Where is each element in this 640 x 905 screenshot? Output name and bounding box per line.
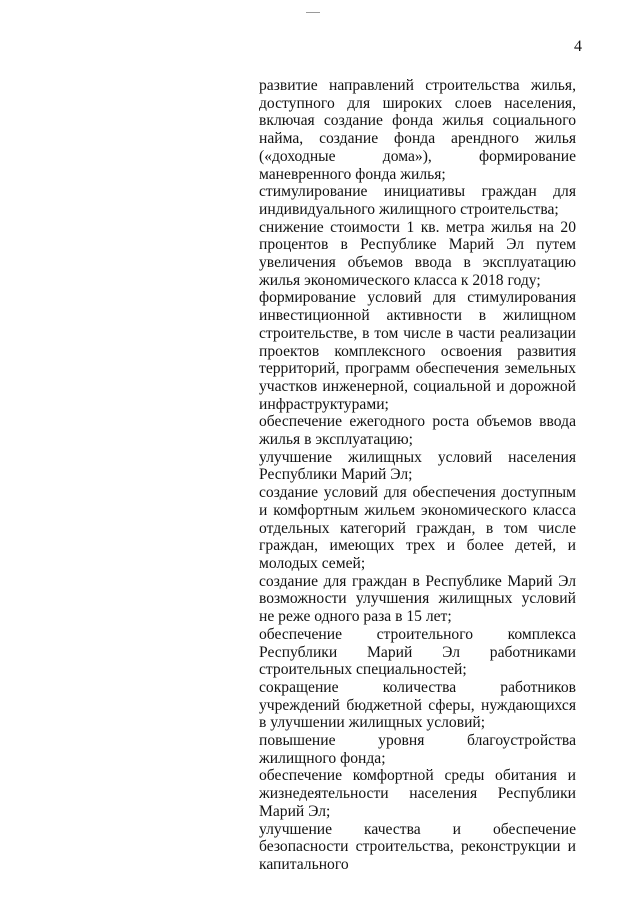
paragraph: повышение уровня благоустройства жилищного фонда; — [259, 732, 576, 767]
paragraph: улучшение жилищных условий населения Республики Марий Эл; — [259, 448, 576, 484]
paragraph: создание для граждан в Республике Марий Эл возможности улучшения жилищных условий не реже одного раза в 15 лет; — [259, 572, 576, 626]
paragraph: стимулирование инициативы граждан для индивидуального жилищного строительства; — [259, 183, 576, 218]
paragraph: обеспечение комфортной среды обитания и жизнедеятельности населения Республики Марий Эл; — [259, 767, 576, 820]
scan-artifact-mark — [306, 12, 320, 13]
paragraph: формирование условий для стимулирования инвестиционной активности в жилищном строительстве, в том числе в части реализации проектов комплексного освоения развития территорий, программ обеспечения земельных участков инженерной, социальной и дорожной инфраструктурами; — [259, 289, 576, 413]
page-number: 4 — [574, 38, 582, 55]
paragraph: создание условий для обеспечения доступным и комфортным жильем экономического класса отдельных категорий граждан, в том числе граждан, имеющих трех и более детей, и молодых семей; — [259, 484, 576, 572]
document-body — [259, 77, 576, 874]
paragraph: улучшение качества и обеспечение безопасности строительства, реконструкции и капитального — [259, 820, 576, 873]
paragraph: развитие направлений строительства жилья, доступного для широких слоев населения, включая создание фонда жилья социального найма, создание фонда арендного жилья («доходные дома»), формирование маневренного фонда жилья; — [259, 77, 576, 183]
paragraph: обеспечение ежегодного роста объемов ввода жилья в эксплуатацию; — [259, 413, 576, 449]
paragraph: обеспечение строительного комплекса Республики Марий Эл работниками строительных специальностей; — [259, 625, 576, 679]
paragraph: снижение стоимости 1 кв. метра жилья на 20 процентов в Республике Марий Эл путем увеличения объемов ввода в эксплуатацию жилья экономического класса к 2018 году; — [259, 218, 576, 289]
paragraph: сокращение количества работников учреждений бюджетной сферы, нуждающихся в улучшении жилищных условий; — [259, 678, 576, 732]
